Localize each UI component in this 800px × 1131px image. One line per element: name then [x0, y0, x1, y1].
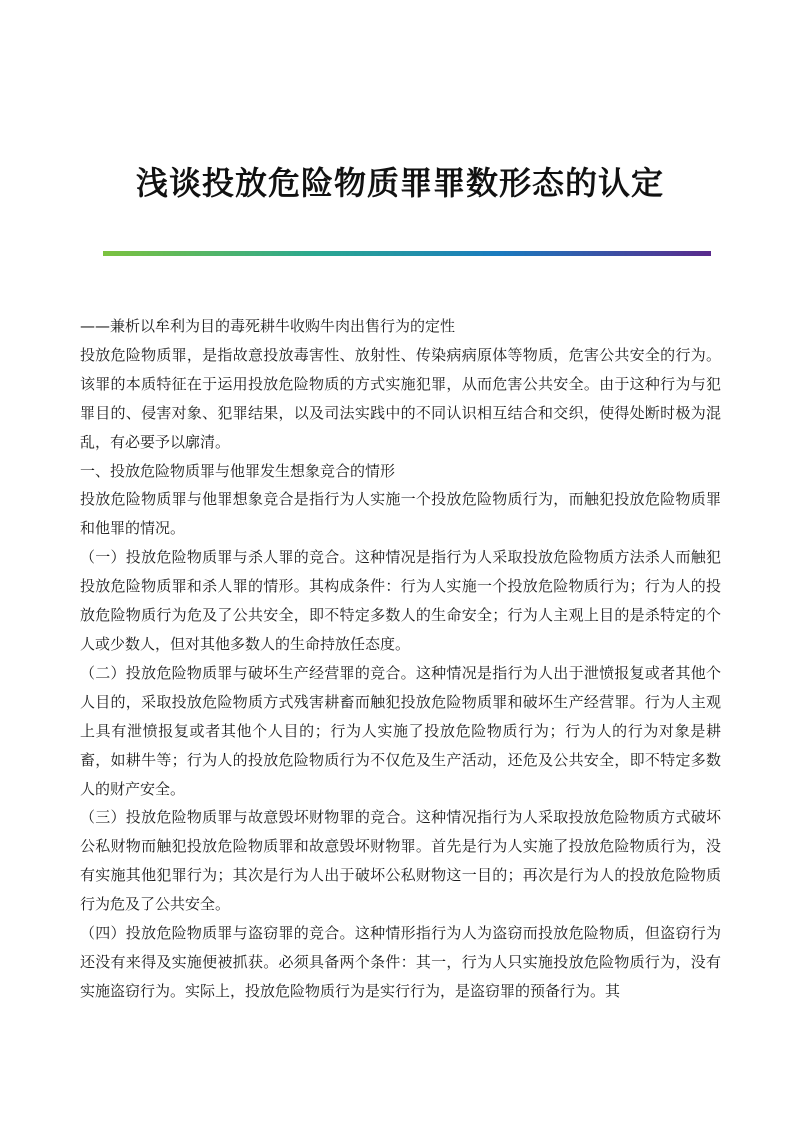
section-heading-1: 一、投放危险物质罪与他罪发生想象竞合的情形 [80, 461, 396, 480]
paragraph-item-1: （一）投放危险物质罪与杀人罪的竞合。这种情况是指行为人采取投放危险物质方法杀人而触犯投放危险物质罪和杀人罪的情形。其构成条件：行为人实施一个投放危险物质行为；行为人的投放危险物质行为危及了公共安全，即不特定多数人的生命安全；行为人主观上目的是杀特定的个人或少数人，但对其他多数人的生命持放任态度。 [80, 548, 721, 653]
title-divider [103, 251, 711, 256]
paragraph-item-3: （三）投放危险物质罪与故意毁坏财物罪的竞合。这种情况指行为人采取投放危险物质方式破坏公私财物而触犯投放危险物质罪和故意毁坏财物罪。首先是行为人实施了投放危险物质行为，没有实施其他犯罪行为；其次是行为人出于破坏公私财物这一目的；再次是行为人的投放危险物质行为危及了公共安全。 [80, 808, 721, 914]
document-title: 浅谈投放危险物质罪罪数形态的认定 [135, 164, 664, 202]
document-body [80, 312, 721, 1006]
paragraph-item-4: （四）投放危险物质罪与盗窃罪的竞合。这种情形指行为人为盗窃而投放危险物质，但盗窃行为还没有来得及实施便被抓获。必须具备两个条件：其一，行为人只实施投放危险物质行为，没有实施盗窃行为。实际上，投放危险物质行为是实行行为，是盗窃罪的预备行为。其 [80, 924, 721, 1000]
paragraph-definition: 投放危险物质罪与他罪想象竞合是指行为人实施一个投放危险物质行为，而触犯投放危险物质罪和他罪的情况。 [80, 490, 721, 538]
paragraph-intro: 投放危险物质罪，是指故意投放毒害性、放射性、传染病病原体等物质，危害公共安全的行为。该罪的本质特征在于运用投放危险物质的方式实施犯罪，从而危害公共安全。由于这种行为与犯罪目的、侵害对象、犯罪结果，以及司法实践中的不同认识相互结合和交织，使得处断时极为混乱，有必要予以廓清。 [80, 345, 721, 451]
subtitle: ——兼析以牟利为目的毒死耕牛收购牛肉出售行为的定性 [80, 317, 456, 335]
paragraph-item-2: （二）投放危险物质罪与破坏生产经营罪的竞合。这种情况是指行为人出于泄愤报复或者其他个人目的，采取投放危险物质方式残害耕畜而触犯投放危险物质罪和破坏生产经营罪。行为人主观上具有泄愤报复或者其他个人目的；行为人实施了投放危险物质行为；行为人的行为对象是耕畜，如耕牛等；行为人的投放危险物质行为不仅危及生产活动，还危及公共安全，即不特定多数人的财产安全。 [80, 663, 721, 798]
